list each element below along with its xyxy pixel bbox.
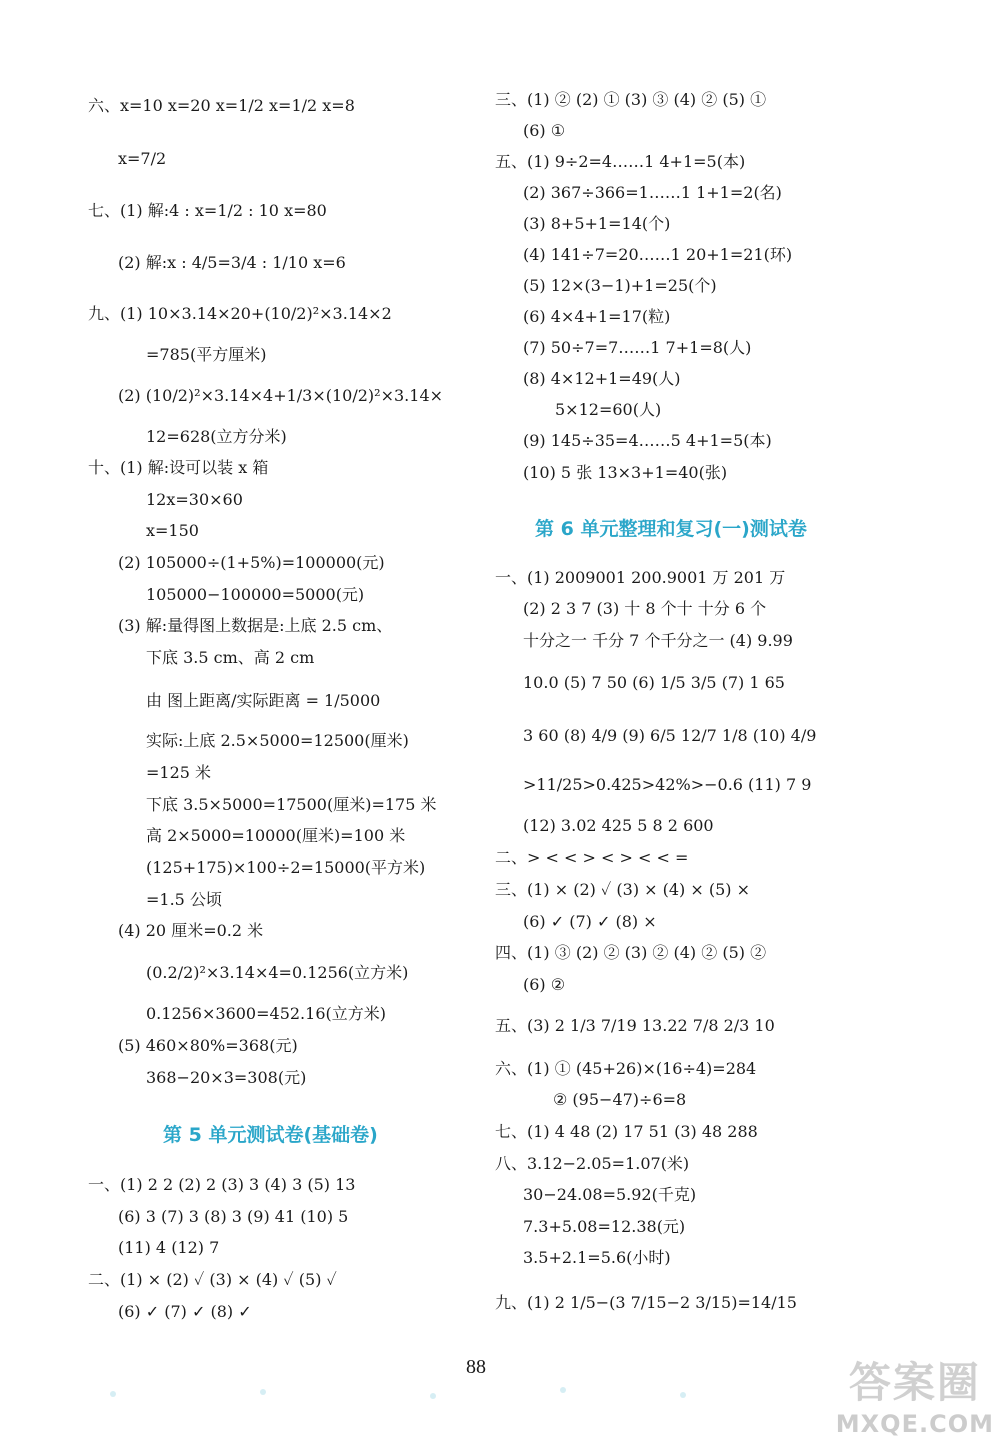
answer-line: 一、(1) 2 2 (2) 2 (3) 3 (4) 3 (5) 13 [88, 1175, 356, 1194]
answer-line: 7.3+5.08=12.38(元) [523, 1217, 686, 1236]
answer-line: (9) 145÷35=4……5 4+1=5(本) [523, 431, 772, 450]
answer-line: =1.5 公顷 [146, 890, 222, 909]
answer-line: (10) 5 张 13×3+1=40(张) [523, 463, 728, 482]
answer-line: 105000−100000=5000(元) [146, 585, 365, 604]
answer-line: x=7/2 [118, 149, 167, 168]
answer-line: (3) 8+5+1=14(个) [523, 214, 671, 233]
answer-line: 由 图上距离/实际距离 = 1/5000 [146, 691, 381, 710]
decorative-dots [100, 1385, 720, 1405]
section-heading: 第 6 单元整理和复习(一)测试卷 [535, 518, 807, 540]
answer-line: 五、(3) 2 1/3 7/19 13.22 7/8 2/3 10 [495, 1016, 775, 1035]
answer-line: (2) 105000÷(1+5%)=100000(元) [118, 553, 385, 572]
answer-line: 5×12=60(人) [555, 400, 662, 419]
answer-line: 3 60 (8) 4/9 (9) 6/5 12/7 1/8 (10) 4/9 [523, 726, 817, 745]
answer-line: 六、(1) ① (45+26)×(16÷4)=284 [495, 1059, 757, 1078]
answer-line: (2) (10/2)²×3.14×4+1/3×(10/2)²×3.14× [118, 386, 444, 405]
answer-line: (2) 解:x : 4/5=3/4 : 1/10 x=6 [118, 253, 346, 272]
answer-line: 一、(1) 2009001 200.9001 万 201 万 [495, 568, 786, 587]
section-heading: 第 5 单元测试卷(基础卷) [163, 1124, 378, 1146]
answer-line: 10.0 (5) 7 50 (6) 1/5 3/5 (7) 1 65 [523, 673, 785, 692]
answer-line: 368−20×3=308(元) [146, 1068, 307, 1087]
answer-line: 30−24.08=5.92(千克) [523, 1185, 697, 1204]
answer-line: 八、3.12−2.05=1.07(米) [495, 1154, 690, 1173]
answer-line: (11) 4 (12) 7 [118, 1238, 220, 1257]
answer-line: 12x=30×60 [146, 490, 243, 509]
answer-line: >11/25>0.425>42%>−0.6 (11) 7 9 [523, 775, 812, 794]
answer-line: 十分之一 千分 7 个千分之一 (4) 9.99 [523, 631, 793, 650]
answer-line: (12) 3.02 425 5 8 2 600 [523, 816, 714, 835]
answer-line: x=150 [146, 521, 199, 540]
answer-line: 七、(1) 解:4 : x=1/2 : 10 x=80 [88, 201, 327, 220]
page-number: 88 [466, 1356, 486, 1378]
watermark [836, 1350, 994, 1438]
answer-line: (0.2/2)²×3.14×4=0.1256(立方米) [146, 963, 409, 982]
answer-line: 下底 3.5×5000=17500(厘米)=175 米 [146, 795, 437, 814]
answer-line: =785(平方厘米) [146, 345, 267, 364]
answer-line: (6) ✓ (7) ✓ (8) ✓ [118, 1302, 252, 1321]
answer-line: 九、(1) 10×3.14×20+(10/2)²×3.14×2 [88, 304, 392, 323]
answer-line: 十、(1) 解:设可以装 x 箱 [88, 458, 269, 477]
answer-line: 四、(1) ③ (2) ② (3) ② (4) ② (5) ② [495, 943, 767, 962]
answer-line: ② (95−47)÷6=8 [553, 1090, 687, 1109]
answer-line: (3) 解:量得图上数据是:上底 2.5 cm、 [118, 616, 393, 635]
answer-line: (6) ① [523, 121, 566, 140]
answer-line: 九、(1) 2 1/5−(3 7/15−2 3/15)=14/15 [495, 1293, 797, 1312]
answer-line: (6) 3 (7) 3 (8) 3 (9) 41 (10) 5 [118, 1207, 349, 1226]
answer-line: (5) 460×80%=368(元) [118, 1036, 298, 1055]
watermark-logo: 答案圈 [848, 1358, 981, 1407]
answer-line: (6) ✓ (7) ✓ (8) × [523, 912, 657, 931]
answer-line: (4) 20 厘米=0.2 米 [118, 921, 264, 940]
watermark-domain: MXQE.COM [835, 1410, 994, 1438]
answer-line: 二、(1) × (2) ✓ (3) × (4) ✓ (5) ✓ [88, 1270, 337, 1289]
answer-line: (6) ② [523, 975, 566, 994]
answer-line: (7) 50÷7=7……1 7+1=8(人) [523, 338, 752, 357]
answer-line: 七、(1) 4 48 (2) 17 51 (3) 48 288 [495, 1122, 758, 1141]
answer-line: (4) 141÷7=20……1 20+1=21(环) [523, 245, 793, 264]
answer-line: 3.5+2.1=5.6(小时) [523, 1248, 671, 1267]
answer-line: 0.1256×3600=452.16(立方米) [146, 1004, 386, 1023]
answer-line: 12=628(立方分米) [146, 427, 287, 446]
answer-line: 五、(1) 9÷2=4……1 4+1=5(本) [495, 152, 746, 171]
answer-line: (2) 2 3 7 (3) 十 8 个十 十分 6 个 [523, 599, 767, 618]
answer-line: (6) 4×4+1=17(粒) [523, 307, 671, 326]
answer-line: (8) 4×12+1=49(人) [523, 369, 681, 388]
answer-line: 三、(1) × (2) ✓ (3) × (4) × (5) × [495, 880, 751, 899]
answer-line: (5) 12×(3−1)+1=25(个) [523, 276, 717, 295]
answer-line: (2) 367÷366=1……1 1+1=2(名) [523, 183, 782, 202]
answer-line: 三、(1) ② (2) ① (3) ③ (4) ② (5) ① [495, 90, 767, 109]
answer-line: (125+175)×100÷2=15000(平方米) [146, 858, 426, 877]
answer-line: 二、> < < > < > < < = [495, 848, 689, 867]
answer-line: =125 米 [146, 763, 212, 782]
answer-line: 高 2×5000=10000(厘米)=100 米 [146, 826, 406, 845]
answer-line: 六、x=10 x=20 x=1/2 x=1/2 x=8 [88, 96, 355, 115]
answer-line: 下底 3.5 cm、高 2 cm [146, 648, 315, 667]
answer-line: 实际:上底 2.5×5000=12500(厘米) [146, 731, 409, 750]
